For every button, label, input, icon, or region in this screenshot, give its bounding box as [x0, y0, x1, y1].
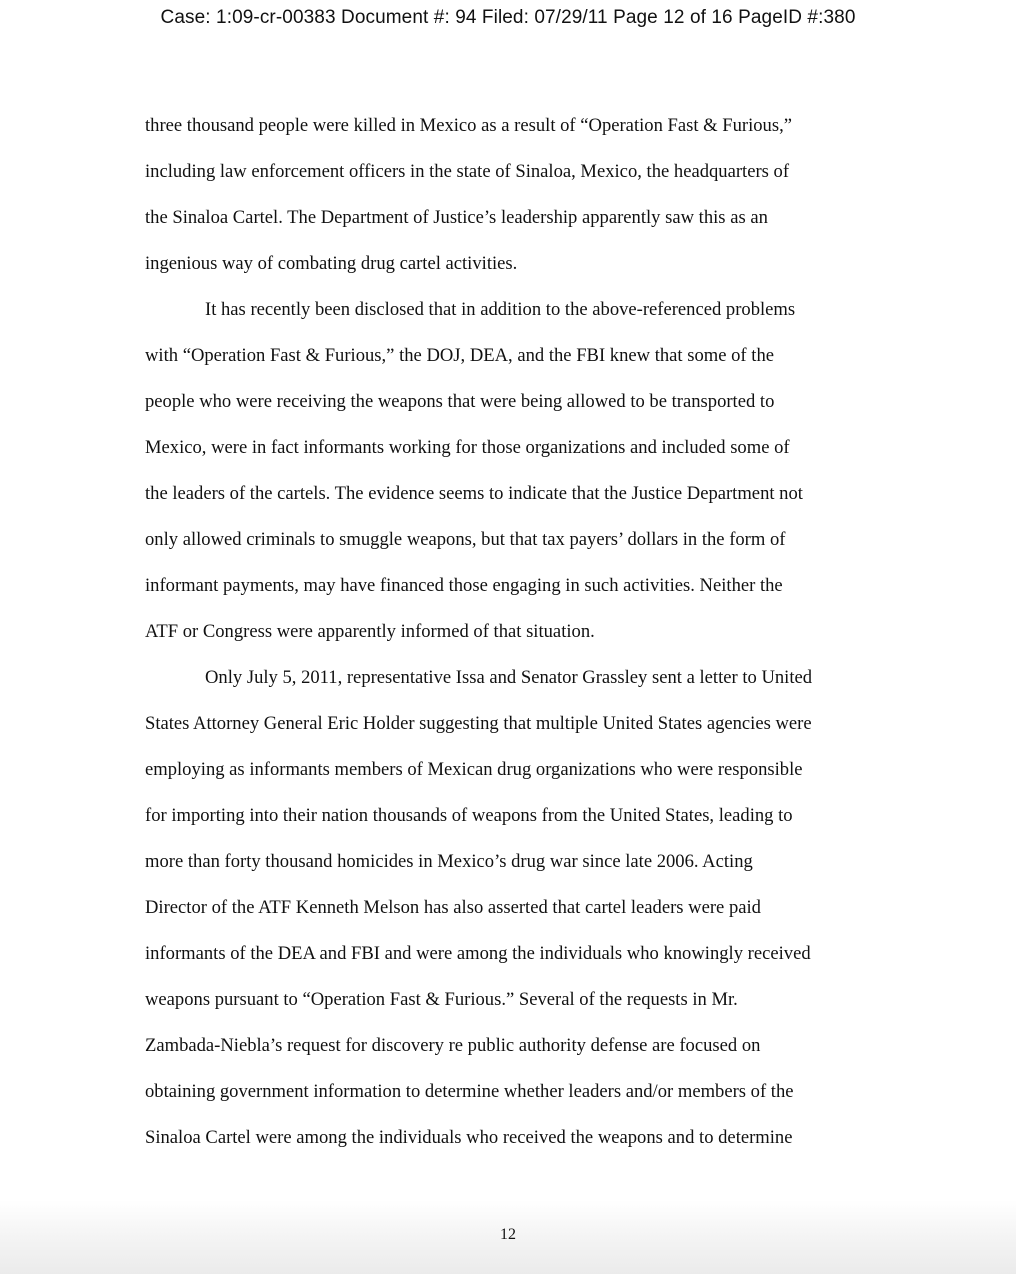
text-line: the Sinaloa Cartel. The Department of Justice’s leadership apparently saw this as an	[145, 207, 768, 228]
paragraph-start-line: Only July 5, 2011, representative Issa and Senator Grassley sent a letter to United	[205, 667, 813, 688]
text-line: States Attorney General Eric Holder suggesting that multiple United States agencies were	[145, 713, 812, 734]
body-text	[145, 103, 875, 1161]
text-line: Director of the ATF Kenneth Melson has also asserted that cartel leaders were paid	[145, 897, 761, 918]
text-line: Zambada-Niebla’s request for discovery re public authority defense are focused on	[145, 1035, 761, 1056]
text-line: including law enforcement officers in the state of Sinaloa, Mexico, the headquarters of	[145, 161, 790, 182]
text-line: only allowed criminals to smuggle weapons, but that tax payers’ dollars in the form of	[145, 529, 786, 550]
text-line: ATF or Congress were apparently informed of that situation.	[145, 621, 595, 642]
paragraph-start-line: It has recently been disclosed that in addition to the above-referenced problems	[205, 299, 796, 320]
page-number: 12	[500, 1226, 516, 1243]
text-line: with “Operation Fast & Furious,” the DOJ, DEA, and the FBI knew that some of the	[145, 345, 774, 366]
text-line: the leaders of the cartels. The evidence seems to indicate that the Justice Department not	[145, 483, 803, 504]
text-line: for importing into their nation thousands of weapons from the United States, leading to	[145, 805, 793, 826]
text-line: informant payments, may have financed those engaging in such activities. Neither the	[145, 575, 783, 596]
text-line: obtaining government information to determine whether leaders and/or members of the	[145, 1081, 794, 1102]
case-header: Case: 1:09-cr-00383 Document #: 94 Filed: 07/29/11 Page 12 of 16 PageID #:380	[160, 7, 856, 28]
text-line: more than forty thousand homicides in Mexico’s drug war since late 2006. Acting	[145, 851, 753, 872]
text-line: informants of the DEA and FBI and were among the individuals who knowingly received	[145, 943, 811, 964]
text-line: ingenious way of combating drug cartel activities.	[145, 253, 518, 274]
text-line: weapons pursuant to “Operation Fast & Furious.” Several of the requests in Mr.	[145, 989, 738, 1010]
text-line: three thousand people were killed in Mexico as a result of “Operation Fast & Furious,”	[145, 115, 792, 136]
text-line: Mexico, were in fact informants working for those organizations and included some of	[145, 437, 790, 458]
text-line: Sinaloa Cartel were among the individuals who received the weapons and to determine	[145, 1127, 793, 1148]
text-line: employing as informants members of Mexican drug organizations who were responsible	[145, 759, 803, 780]
text-line: people who were receiving the weapons that were being allowed to be transported to	[145, 391, 775, 412]
